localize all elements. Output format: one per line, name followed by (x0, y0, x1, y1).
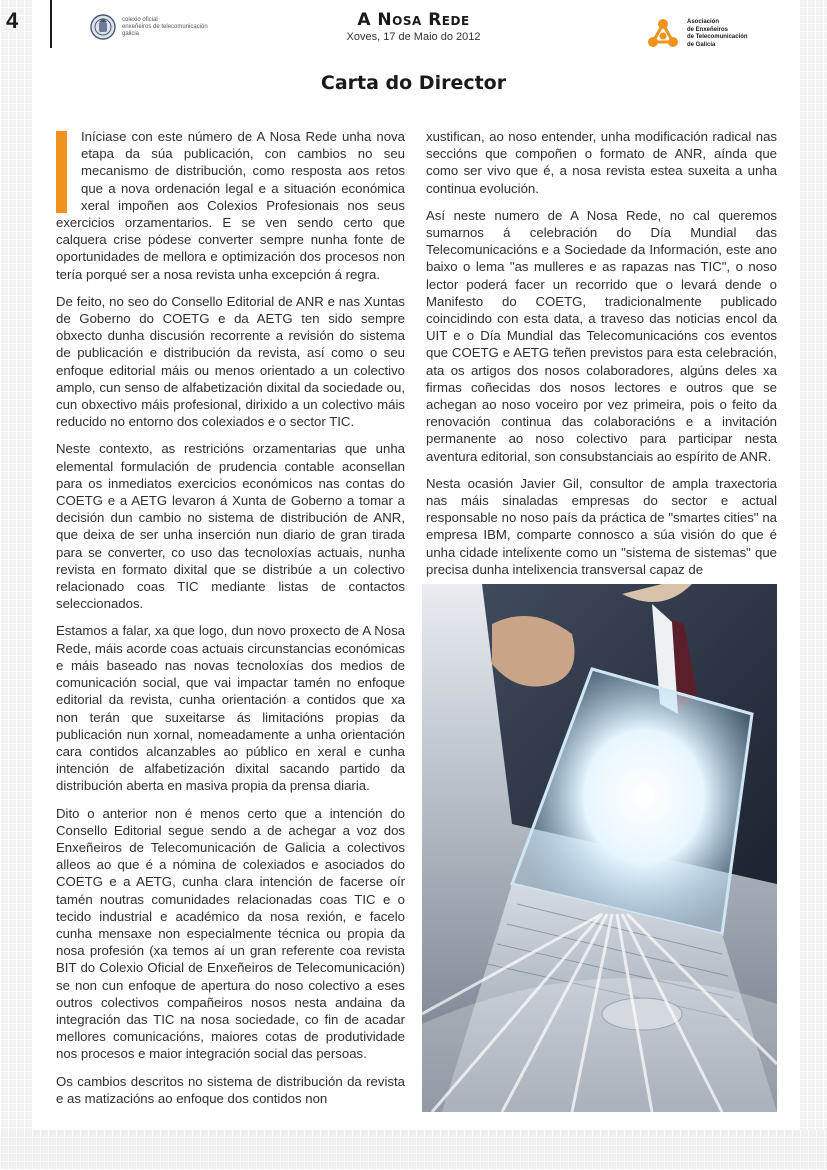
bottom-frame-pattern (0, 1130, 827, 1170)
section-title: Carta do Director (320, 72, 507, 94)
coetg-name-line: enxeñeiros de telecomunicación (122, 23, 208, 30)
paragraph: Nesta ocasión Javier Gil, consultor de ampla traxectoria nas máis sinaladas empresas do sector e actual responsable no noso país da práctica de "smartes cities" na empresa IBM, comparte connosco a súa visión do que é unha cidade intelixente como un "sistema de sistemas" que precisa dunha intelixencia transversal capaz de (426, 475, 777, 577)
aetg-name-line: de Enxeñeiros (687, 26, 729, 33)
magazine-title: A Nosa Rede (357, 10, 470, 30)
aetg-name (687, 19, 748, 49)
paragraph: Iníciase con este número de A Nosa Rede unha nova etapa da súa publicación, con cambios no seu mecanismo de distribución, como resposta aos retos que a nova ordenación legal e a situación económica xeral impoñen aos Colexios Profesionais nos seus exercicios orzamentarios. E se ven sendo certo que calquera crise pódese converter sempre nunha fonte de oportunidades de mellora e optimización dos procesos non tería porqué ser a nosa revista unha excepción á regra. (56, 129, 405, 282)
coetg-name-line: colexio oficial (122, 16, 158, 23)
paragraph: Neste contexto, as restricións orzamentarias que unha elemental formulación de prudencia contable aconsellan para os inmediatos exercicios económicos nas contas do COETG e a AETG levaron á Xunta de Goberno a tomar a decisión dun cambio no sistema de distribución de ANR, que deixa de ser unha inserción nun diario de gran tirada para se converter, co uso das tecnoloxías actuais, nunha revista en formato dixital que se distribúe a un colectivo relacionado coas TIC mediante listas de contactos seleccionados. (56, 441, 405, 612)
paragraph: Así neste numero de A Nosa Rede, no cal queremos sumarnos á celebración do Día Mundial das Telecomunicacións e a Sociedade da Información, este ano baixo o lema "as mulleres e as rapazas nas TIC", o noso lector poderá facer un recorrido que o levará dende o Manifesto do COETG, tradicionalmente publicado coincidindo con esta data, a traveso das noticias encol da UIT e o Día Mundial das Telecomunicacións cos eventos que COETG e AETG teñen previstos para esta celebración, ata os artigos dos nosos colaboradores, algúns deles xa firmas coñecidas dos nosos lectores e outros que se achegan ao noso voceiro por vez primeira, pois o feito da renovación continua das colaboracións e a invitación permanente ao noso colectivo para participar nesta aventura editorial, son consubstanciais ao espírito de ANR. (426, 207, 777, 464)
paragraph: Estamos a falar, xa que logo, dun novo proxecto de A Nosa Rede, máis acorde coas actuais circunstancias económicas e máis baseado nas novas tecnoloxías dos medios de comunicación social, que vai impactar tamén no enfoque editorial da revista, cunha orientación a contidos que xa non terán que suxeitarse ás limitacións propias da publicación nun xornal, nomeadamente a unha orientación cara contidos alcanzables ao público en xeral e cunha intención de alfabetización dixital sacando partido da distribución aberta en masiva propia da prensa diaria. (56, 623, 405, 794)
paragraph: Os cambios descritos no sistema de distribución da revista e as matizacións ao enfoque dos contidos non (56, 1073, 405, 1106)
right-column (426, 128, 777, 580)
network-logo-icon (645, 18, 681, 50)
paragraph: De feito, no seo do Consello Editorial de ANR e nas Xuntas de Goberno do COETG e da AETG ten sido sempre obxecto dunha discusión recorrente a revisión do sistema de publicación e distribución da revista, así como o seu enfoque editorial máis ou menos orientado a un colectivo amplo, cun senso de alfabetización dixital da sociedade ou, cun obxectivo máis profesional, dirixido a un colectivo máis reducido no entorno dos colexiados e o sector TIC. (56, 293, 405, 430)
page-number: 4 (6, 8, 19, 33)
paragraph: Dito o anterior non é menos certo que a intención do Consello Editorial segue sendo a de achegar a voz dos Enxeñeiros de Telecomunicación de Galicia a colectivos alleos ao que é a nómina de colexiados e asociados do COETG e a AETG, cunha clara intención de facerse oír tamén noutras comunidades relacionadas coas TIC e o tecido industrial e académico da nosa rexión, e facelo cunha mensaxe non especialmente técnica ou propia da nosa profesión (xa temos aí un gran referente coa revista BIT do Colexio Oficial de Enxeñeiros de Telecomunicación) se non cun enfoque de apertura do noso colectivo a eses outros colectivos compañeiros nosos nesta andaina da integración das TIC na nosa sociedade, co fin de acadar mellores comunicacións, maiores cotas de produtividade nos procesos e maior integración social das persoas. (56, 805, 405, 1062)
aetg-name-line: de Telecomunicación (687, 34, 748, 40)
issue-date: Xoves, 17 de Maio do 2012 (346, 31, 481, 43)
left-column (56, 128, 405, 1120)
left-frame-pattern (0, 0, 32, 1170)
aetg-name-line: Asociación (687, 19, 720, 25)
aetg-logo (645, 18, 748, 50)
laptop-photo (422, 584, 777, 1112)
coetg-name-line: galicia (122, 30, 140, 37)
right-frame-pattern (799, 0, 827, 1170)
aetg-name-line: de Galicia (687, 41, 716, 48)
paragraph: xustifican, ao noso entender, unha modificación radical nas seccións que compoñen o formato de ANR, aínda que como ser vivo que é, a nosa revista estea suxeita a unha continua evolución. (426, 129, 777, 196)
accent-bar (56, 131, 67, 213)
